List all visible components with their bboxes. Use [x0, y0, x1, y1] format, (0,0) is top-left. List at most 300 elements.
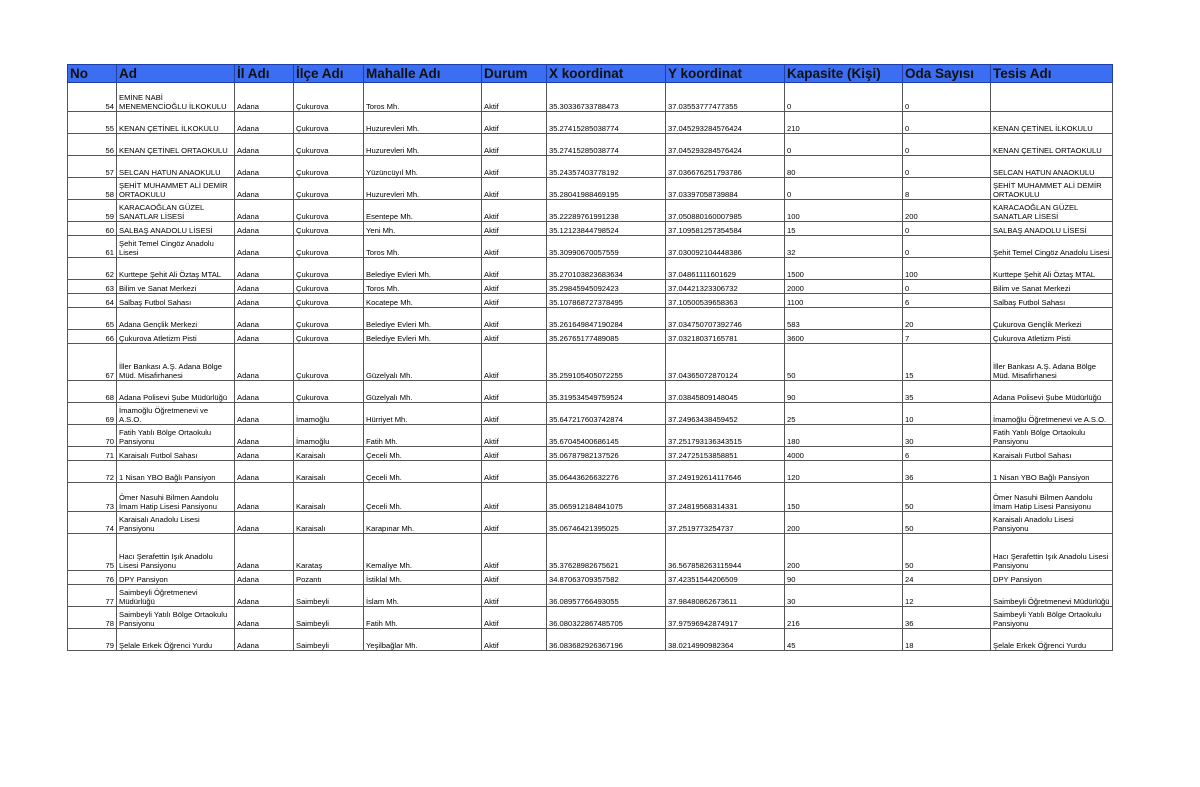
cell-il: Adana	[235, 222, 294, 236]
cell-no: 71	[68, 447, 117, 461]
table-row	[68, 534, 1113, 571]
cell-oda-sayisi: 15	[903, 344, 991, 381]
cell-kapasite: 80	[785, 156, 903, 178]
cell-ilce: Çukurova	[294, 222, 364, 236]
cell-durum: Aktif	[482, 222, 547, 236]
cell-tesis-adi: KARACAOĞLAN GÜZEL SANATLAR LİSESİ	[991, 200, 1113, 222]
cell-ad: DPY Pansiyon	[117, 571, 235, 585]
cell-il: Adana	[235, 156, 294, 178]
cell-y-koordinat: 37.249192614117646	[666, 461, 785, 483]
cell-durum: Aktif	[482, 344, 547, 381]
table-row	[68, 134, 1113, 156]
table-row	[68, 83, 1113, 112]
cell-kapasite: 200	[785, 534, 903, 571]
cell-ilce: Çukurova	[294, 134, 364, 156]
cell-kapasite: 200	[785, 512, 903, 534]
cell-tesis-adi: SALBAŞ ANADOLU LİSESİ	[991, 222, 1113, 236]
facility-table	[67, 64, 1113, 651]
cell-durum: Aktif	[482, 280, 547, 294]
cell-oda-sayisi: 6	[903, 294, 991, 308]
cell-oda-sayisi: 0	[903, 134, 991, 156]
cell-oda-sayisi: 50	[903, 512, 991, 534]
cell-no: 73	[68, 483, 117, 512]
cell-y-koordinat: 37.03218037165781	[666, 330, 785, 344]
cell-kapasite: 210	[785, 112, 903, 134]
cell-mahalle: Yeni Mh.	[364, 222, 482, 236]
table-row	[68, 258, 1113, 280]
table-row	[68, 585, 1113, 607]
cell-kapasite: 0	[785, 83, 903, 112]
cell-mahalle: Güzelyalı Mh.	[364, 381, 482, 403]
cell-mahalle: Toros Mh.	[364, 236, 482, 258]
cell-mahalle: Belediye Evleri Mh.	[364, 330, 482, 344]
col-y: Y koordinat	[666, 65, 785, 83]
cell-il: Adana	[235, 571, 294, 585]
cell-il: Adana	[235, 134, 294, 156]
cell-kapasite: 15	[785, 222, 903, 236]
cell-x-koordinat: 35.28041988469195	[547, 178, 666, 200]
cell-ilce: Çukurova	[294, 308, 364, 330]
cell-x-koordinat: 35.065912184841075	[547, 483, 666, 512]
cell-oda-sayisi: 30	[903, 425, 991, 447]
cell-ilce: Çukurova	[294, 258, 364, 280]
cell-y-koordinat: 36.567858263115944	[666, 534, 785, 571]
cell-durum: Aktif	[482, 134, 547, 156]
cell-ilce: Çukurova	[294, 280, 364, 294]
table-row	[68, 381, 1113, 403]
table-row	[68, 607, 1113, 629]
cell-no: 68	[68, 381, 117, 403]
cell-tesis-adi: Karaisalı Futbol Sahası	[991, 447, 1113, 461]
cell-no: 65	[68, 308, 117, 330]
col-mahalle: Mahalle Adı	[364, 65, 482, 83]
cell-mahalle: Fatih Mh.	[364, 607, 482, 629]
cell-kapasite: 2000	[785, 280, 903, 294]
cell-ad: KENAN ÇETİNEL İLKOKULU	[117, 112, 235, 134]
cell-no: 54	[68, 83, 117, 112]
cell-mahalle: Fatih Mh.	[364, 425, 482, 447]
cell-no: 56	[68, 134, 117, 156]
cell-x-koordinat: 35.27415285038774	[547, 112, 666, 134]
cell-oda-sayisi: 36	[903, 461, 991, 483]
table-row	[68, 236, 1113, 258]
cell-mahalle: Toros Mh.	[364, 280, 482, 294]
cell-ad: Şehit Temel Cingöz Anadolu Lisesi	[117, 236, 235, 258]
table-row	[68, 156, 1113, 178]
cell-y-koordinat: 37.030092104448386	[666, 236, 785, 258]
cell-tesis-adi: Çukurova Gençlik Merkezi	[991, 308, 1113, 330]
cell-oda-sayisi: 0	[903, 156, 991, 178]
cell-il: Adana	[235, 200, 294, 222]
cell-ilce: Çukurova	[294, 112, 364, 134]
cell-ad: İller Bankası A.Ş. Adana Bölge Müd. Misafirhanesi	[117, 344, 235, 381]
table-row	[68, 629, 1113, 651]
cell-ad: Salbaş Futbol Sahası	[117, 294, 235, 308]
cell-tesis-adi: Hacı Şerafettin Işık Anadolu Lisesi Pansiyonu	[991, 534, 1113, 571]
cell-durum: Aktif	[482, 83, 547, 112]
cell-tesis-adi: KENAN ÇETİNEL İLKOKULU	[991, 112, 1113, 134]
cell-ad: Çukurova Atletizm Pisti	[117, 330, 235, 344]
col-ad: Ad	[117, 65, 235, 83]
cell-mahalle: Hürriyet Mh.	[364, 403, 482, 425]
cell-ilce: Çukurova	[294, 381, 364, 403]
cell-kapasite: 216	[785, 607, 903, 629]
cell-il: Adana	[235, 280, 294, 294]
cell-ilce: Saimbeyli	[294, 585, 364, 607]
cell-no: 61	[68, 236, 117, 258]
table-row	[68, 280, 1113, 294]
cell-x-koordinat: 35.30336733788473	[547, 83, 666, 112]
cell-durum: Aktif	[482, 585, 547, 607]
cell-oda-sayisi: 35	[903, 381, 991, 403]
cell-y-koordinat: 37.03553777477355	[666, 83, 785, 112]
cell-x-koordinat: 35.24357403778192	[547, 156, 666, 178]
cell-x-koordinat: 36.083682926367196	[547, 629, 666, 651]
cell-kapasite: 1100	[785, 294, 903, 308]
cell-x-koordinat: 35.26765177489085	[547, 330, 666, 344]
cell-no: 76	[68, 571, 117, 585]
cell-tesis-adi: Kurttepe Şehit Ali Öztaş MTAL	[991, 258, 1113, 280]
cell-y-koordinat: 37.045293284576424	[666, 134, 785, 156]
cell-y-koordinat: 37.24819568314331	[666, 483, 785, 512]
cell-ad: 1 Nisan YBO Bağlı Pansiyon	[117, 461, 235, 483]
cell-no: 66	[68, 330, 117, 344]
cell-ilce: Karaisalı	[294, 512, 364, 534]
cell-kapasite: 90	[785, 381, 903, 403]
cell-mahalle: Huzurevleri Mh.	[364, 134, 482, 156]
cell-ad: Kurttepe Şehit Ali Öztaş MTAL	[117, 258, 235, 280]
cell-il: Adana	[235, 534, 294, 571]
cell-tesis-adi: Saimbeyli Yatılı Bölge Ortaokulu Pansiyonu	[991, 607, 1113, 629]
cell-x-koordinat: 35.261649847190284	[547, 308, 666, 330]
col-il: İl Adı	[235, 65, 294, 83]
cell-kapasite: 583	[785, 308, 903, 330]
cell-il: Adana	[235, 461, 294, 483]
cell-mahalle: Yüzüncüyıl Mh.	[364, 156, 482, 178]
cell-ilce: Çukurova	[294, 330, 364, 344]
table-row	[68, 222, 1113, 236]
cell-durum: Aktif	[482, 425, 547, 447]
cell-ilce: Karataş	[294, 534, 364, 571]
cell-ilce: Karaisalı	[294, 461, 364, 483]
cell-y-koordinat: 37.24725153858851	[666, 447, 785, 461]
col-durum: Durum	[482, 65, 547, 83]
table-row	[68, 512, 1113, 534]
cell-oda-sayisi: 20	[903, 308, 991, 330]
cell-y-koordinat: 37.10500539658363	[666, 294, 785, 308]
cell-il: Adana	[235, 585, 294, 607]
cell-tesis-adi: SELCAN HATUN ANAOKULU	[991, 156, 1113, 178]
cell-mahalle: İslam Mh.	[364, 585, 482, 607]
cell-x-koordinat: 35.37628982675621	[547, 534, 666, 571]
cell-oda-sayisi: 8	[903, 178, 991, 200]
cell-x-koordinat: 35.06443626632276	[547, 461, 666, 483]
cell-tesis-adi: Bilim ve Sanat Merkezi	[991, 280, 1113, 294]
cell-ad: Karaisalı Anadolu Lisesi Pansiyonu	[117, 512, 235, 534]
cell-ad: Şelale Erkek Öğrenci Yurdu	[117, 629, 235, 651]
table-row	[68, 447, 1113, 461]
cell-no: 72	[68, 461, 117, 483]
cell-x-koordinat: 35.270103823683634	[547, 258, 666, 280]
cell-kapasite: 120	[785, 461, 903, 483]
cell-durum: Aktif	[482, 258, 547, 280]
cell-x-koordinat: 35.67045400686145	[547, 425, 666, 447]
cell-il: Adana	[235, 483, 294, 512]
cell-x-koordinat: 35.107868727378495	[547, 294, 666, 308]
cell-il: Adana	[235, 381, 294, 403]
cell-ad: SELCAN HATUN ANAOKULU	[117, 156, 235, 178]
cell-oda-sayisi: 6	[903, 447, 991, 461]
cell-il: Adana	[235, 112, 294, 134]
cell-y-koordinat: 37.109581257354584	[666, 222, 785, 236]
cell-kapasite: 90	[785, 571, 903, 585]
cell-x-koordinat: 35.29845945092423	[547, 280, 666, 294]
cell-x-koordinat: 35.30990670057559	[547, 236, 666, 258]
cell-tesis-adi: Adana Polisevi Şube Müdürlüğü	[991, 381, 1113, 403]
cell-il: Adana	[235, 330, 294, 344]
cell-ilce: Karaisalı	[294, 483, 364, 512]
cell-no: 74	[68, 512, 117, 534]
cell-tesis-adi	[991, 83, 1113, 112]
cell-y-koordinat: 37.98480862673611	[666, 585, 785, 607]
cell-ilce: İmamoğlu	[294, 425, 364, 447]
cell-kapasite: 100	[785, 200, 903, 222]
cell-mahalle: Çeceli Mh.	[364, 483, 482, 512]
cell-ilce: Çukurova	[294, 200, 364, 222]
cell-y-koordinat: 37.2519773254737	[666, 512, 785, 534]
cell-kapasite: 45	[785, 629, 903, 651]
cell-ad: İmamoğlu Öğretmenevi ve A.S.O.	[117, 403, 235, 425]
cell-durum: Aktif	[482, 178, 547, 200]
cell-mahalle: Huzurevleri Mh.	[364, 178, 482, 200]
cell-mahalle: İstiklal Mh.	[364, 571, 482, 585]
table-row	[68, 200, 1113, 222]
cell-ilce: Çukurova	[294, 83, 364, 112]
col-ilce: İlçe Adı	[294, 65, 364, 83]
cell-y-koordinat: 38.0214990982364	[666, 629, 785, 651]
cell-il: Adana	[235, 236, 294, 258]
cell-durum: Aktif	[482, 571, 547, 585]
cell-durum: Aktif	[482, 156, 547, 178]
cell-oda-sayisi: 100	[903, 258, 991, 280]
cell-oda-sayisi: 7	[903, 330, 991, 344]
cell-mahalle: Esentepe Mh.	[364, 200, 482, 222]
cell-mahalle: Toros Mh.	[364, 83, 482, 112]
cell-oda-sayisi: 0	[903, 280, 991, 294]
cell-il: Adana	[235, 425, 294, 447]
cell-y-koordinat: 37.04421323306732	[666, 280, 785, 294]
cell-no: 63	[68, 280, 117, 294]
cell-no: 75	[68, 534, 117, 571]
cell-durum: Aktif	[482, 629, 547, 651]
cell-il: Adana	[235, 178, 294, 200]
cell-x-koordinat: 35.22289761991238	[547, 200, 666, 222]
cell-ad: Ömer Nasuhi Bilmen Aandolu İmam Hatip Lisesi Pansiyonu	[117, 483, 235, 512]
cell-no: 64	[68, 294, 117, 308]
cell-durum: Aktif	[482, 447, 547, 461]
cell-y-koordinat: 37.036676251793786	[666, 156, 785, 178]
cell-il: Adana	[235, 512, 294, 534]
table-row	[68, 425, 1113, 447]
cell-tesis-adi: Saimbeyli Öğretmenevi Müdürlüğü	[991, 585, 1113, 607]
cell-ad: ŞEHİT MUHAMMET ALİ DEMİR ORTAOKULU	[117, 178, 235, 200]
cell-tesis-adi: Salbaş Futbol Sahası	[991, 294, 1113, 308]
cell-ilce: Çukurova	[294, 156, 364, 178]
cell-durum: Aktif	[482, 200, 547, 222]
cell-durum: Aktif	[482, 607, 547, 629]
col-x: X koordinat	[547, 65, 666, 83]
cell-durum: Aktif	[482, 381, 547, 403]
cell-durum: Aktif	[482, 461, 547, 483]
cell-y-koordinat: 37.04861111601629	[666, 258, 785, 280]
cell-y-koordinat: 37.03845809148045	[666, 381, 785, 403]
cell-il: Adana	[235, 607, 294, 629]
cell-kapasite: 180	[785, 425, 903, 447]
cell-ad: Bilim ve Sanat Merkezi	[117, 280, 235, 294]
cell-y-koordinat: 37.034750707392746	[666, 308, 785, 330]
cell-il: Adana	[235, 447, 294, 461]
cell-ad: Saimbeyli Öğretmenevi Müdürlüğü	[117, 585, 235, 607]
cell-kapasite: 25	[785, 403, 903, 425]
cell-kapasite: 150	[785, 483, 903, 512]
cell-ilce: Çukurova	[294, 236, 364, 258]
cell-mahalle: Huzurevleri Mh.	[364, 112, 482, 134]
cell-oda-sayisi: 50	[903, 483, 991, 512]
cell-oda-sayisi: 0	[903, 236, 991, 258]
cell-no: 77	[68, 585, 117, 607]
table-row	[68, 308, 1113, 330]
cell-x-koordinat: 35.06787982137526	[547, 447, 666, 461]
cell-tesis-adi: Çukurova Atletizm Pisti	[991, 330, 1113, 344]
cell-ilce: Çukurova	[294, 178, 364, 200]
cell-ad: Fatih Yatılı Bölge Ortaokulu Pansiyonu	[117, 425, 235, 447]
table-row	[68, 483, 1113, 512]
cell-tesis-adi: İller Bankası A.Ş. Adana Bölge Müd. Misafirhanesi	[991, 344, 1113, 381]
cell-oda-sayisi: 18	[903, 629, 991, 651]
cell-il: Adana	[235, 294, 294, 308]
cell-tesis-adi: KENAN ÇETİNEL ORTAOKULU	[991, 134, 1113, 156]
cell-x-koordinat: 35.06746421395025	[547, 512, 666, 534]
col-oda: Oda Sayısı	[903, 65, 991, 83]
cell-no: 79	[68, 629, 117, 651]
table-body	[68, 83, 1113, 651]
cell-mahalle: Kocatepe Mh.	[364, 294, 482, 308]
cell-x-koordinat: 36.08957766493055	[547, 585, 666, 607]
cell-ilce: Saimbeyli	[294, 607, 364, 629]
cell-durum: Aktif	[482, 112, 547, 134]
cell-no: 58	[68, 178, 117, 200]
cell-durum: Aktif	[482, 512, 547, 534]
cell-durum: Aktif	[482, 236, 547, 258]
cell-ilce: İmamoğlu	[294, 403, 364, 425]
cell-durum: Aktif	[482, 403, 547, 425]
cell-y-koordinat: 37.42351544206509	[666, 571, 785, 585]
cell-oda-sayisi: 36	[903, 607, 991, 629]
cell-mahalle: Güzelyalı Mh.	[364, 344, 482, 381]
table-row	[68, 112, 1113, 134]
cell-il: Adana	[235, 403, 294, 425]
header-row	[68, 65, 1113, 83]
table-row	[68, 178, 1113, 200]
cell-durum: Aktif	[482, 330, 547, 344]
cell-durum: Aktif	[482, 483, 547, 512]
cell-il: Adana	[235, 83, 294, 112]
cell-ilce: Karaisalı	[294, 447, 364, 461]
cell-tesis-adi: İmamoğlu Öğretmenevi ve A.S.O.	[991, 403, 1113, 425]
table-row	[68, 403, 1113, 425]
table-row	[68, 344, 1113, 381]
cell-y-koordinat: 37.045293284576424	[666, 112, 785, 134]
cell-mahalle: Karapınar Mh.	[364, 512, 482, 534]
cell-oda-sayisi: 50	[903, 534, 991, 571]
cell-y-koordinat: 37.04365072870124	[666, 344, 785, 381]
cell-y-koordinat: 37.050880160007985	[666, 200, 785, 222]
cell-ad: SALBAŞ ANADOLU LİSESİ	[117, 222, 235, 236]
cell-kapasite: 30	[785, 585, 903, 607]
cell-ad: Karaisalı Futbol Sahası	[117, 447, 235, 461]
cell-oda-sayisi: 0	[903, 222, 991, 236]
cell-x-koordinat: 35.27415285038774	[547, 134, 666, 156]
cell-no: 69	[68, 403, 117, 425]
cell-tesis-adi: Karaisalı Anadolu Lisesi Pansiyonu	[991, 512, 1113, 534]
cell-no: 67	[68, 344, 117, 381]
col-tesis: Tesis Adı	[991, 65, 1113, 83]
cell-x-koordinat: 35.647217603742874	[547, 403, 666, 425]
cell-il: Adana	[235, 308, 294, 330]
cell-x-koordinat: 35.12123844798524	[547, 222, 666, 236]
cell-tesis-adi: 1 Nisan YBO Bağlı Pansiyon	[991, 461, 1113, 483]
cell-ad: Hacı Şerafettin Işık Anadolu Lisesi Pansiyonu	[117, 534, 235, 571]
cell-kapasite: 1500	[785, 258, 903, 280]
cell-tesis-adi: Şelale Erkek Öğrenci Yurdu	[991, 629, 1113, 651]
cell-y-koordinat: 37.24963438459452	[666, 403, 785, 425]
cell-x-koordinat: 34.87063709357582	[547, 571, 666, 585]
cell-no: 78	[68, 607, 117, 629]
cell-kapasite: 50	[785, 344, 903, 381]
cell-kapasite: 0	[785, 178, 903, 200]
cell-no: 62	[68, 258, 117, 280]
cell-ad: Adana Polisevi Şube Müdürlüğü	[117, 381, 235, 403]
cell-tesis-adi: ŞEHİT MUHAMMET ALİ DEMİR ORTAOKULU	[991, 178, 1113, 200]
cell-ilce: Pozantı	[294, 571, 364, 585]
cell-no: 55	[68, 112, 117, 134]
cell-tesis-adi: Ömer Nasuhi Bilmen Aandolu İmam Hatip Lisesi Pansiyonu	[991, 483, 1113, 512]
cell-no: 60	[68, 222, 117, 236]
cell-mahalle: Kemaliye Mh.	[364, 534, 482, 571]
cell-ad: EMİNE NABİ MENEMENCİOĞLU İLKOKULU	[117, 83, 235, 112]
cell-kapasite: 4000	[785, 447, 903, 461]
cell-ilce: Çukurova	[294, 344, 364, 381]
col-no: No	[68, 65, 117, 83]
cell-il: Adana	[235, 258, 294, 280]
cell-oda-sayisi: 200	[903, 200, 991, 222]
cell-no: 59	[68, 200, 117, 222]
cell-x-koordinat: 35.259105405072255	[547, 344, 666, 381]
cell-oda-sayisi: 0	[903, 112, 991, 134]
cell-mahalle: Belediye Evleri Mh.	[364, 258, 482, 280]
cell-ad: KENAN ÇETİNEL ORTAOKULU	[117, 134, 235, 156]
cell-ilce: Çukurova	[294, 294, 364, 308]
cell-y-koordinat: 37.03397058739884	[666, 178, 785, 200]
table-row	[68, 461, 1113, 483]
cell-oda-sayisi: 0	[903, 83, 991, 112]
cell-ad: KARACAOĞLAN GÜZEL SANATLAR LİSESİ	[117, 200, 235, 222]
cell-mahalle: Yeşilbağlar Mh.	[364, 629, 482, 651]
cell-durum: Aktif	[482, 308, 547, 330]
cell-mahalle: Çeceli Mh.	[364, 461, 482, 483]
cell-durum: Aktif	[482, 294, 547, 308]
cell-oda-sayisi: 24	[903, 571, 991, 585]
